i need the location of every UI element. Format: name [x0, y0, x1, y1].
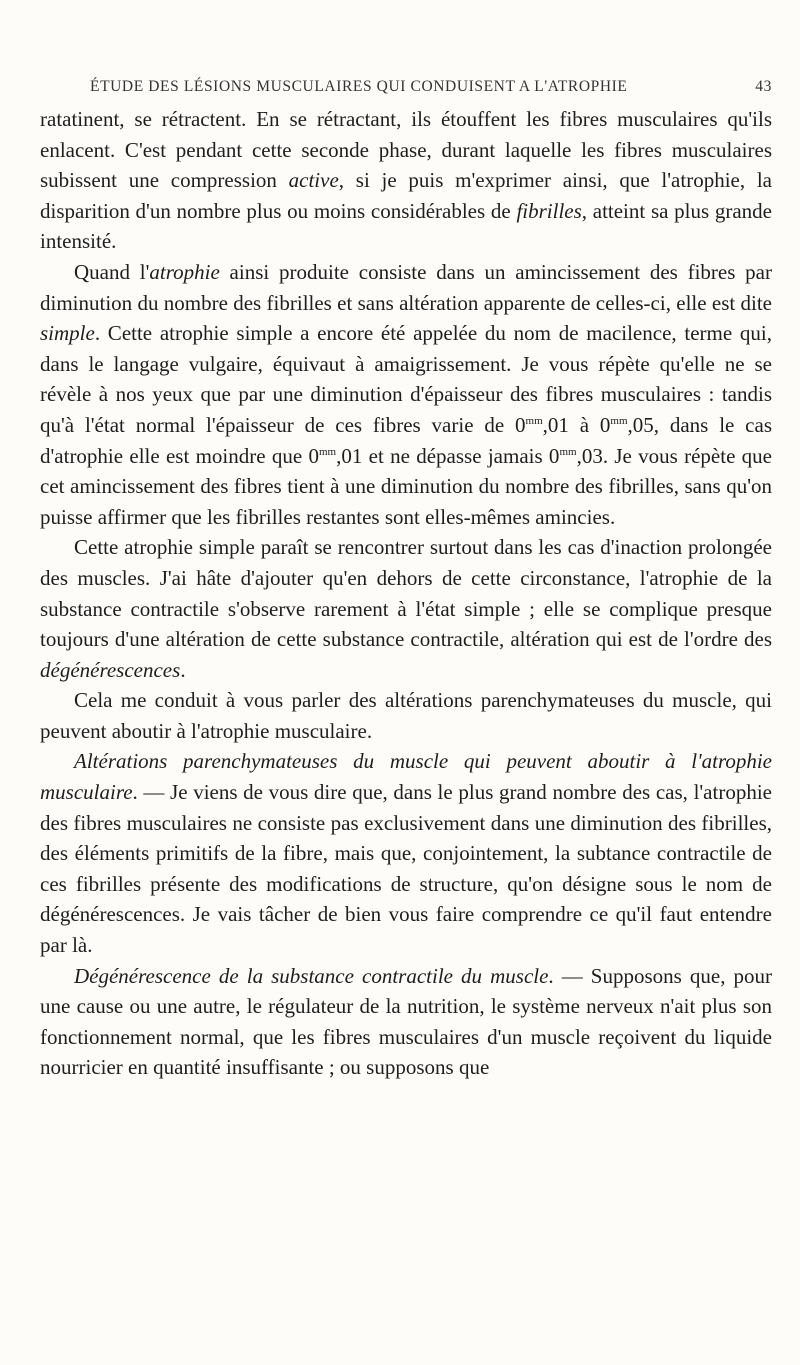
text-run: ,01 à 0	[542, 412, 611, 437]
text-run: . — Supposons que, pour une cause ou une autre, le régulateur de la nutrition, le système nerveux n'ait plus son fonctionnement normal, que les fibres musculaires d'un muscle reçoivent du liquide nourricier en quantité insuffisante ; ou supposons que	[40, 963, 772, 1080]
paragraph-1	[40, 104, 772, 257]
text-run: .	[180, 657, 186, 682]
text-run: ,01 et ne dépasse jamais 0	[336, 443, 560, 468]
italic-term: dégénérescences	[40, 657, 181, 682]
body-text	[40, 104, 772, 1083]
text-run: , si je puis m'exprimer ainsi, que l'atrophie, la disparition d'un nombre plus ou moins considérables de	[40, 168, 772, 223]
unit-superscript: mm	[610, 414, 628, 427]
text-run: ainsi produite consiste dans un amincissement des fibres par diminution du nombre des fibrilles et sans altération apparente de celles-ci, elle est dite	[40, 259, 772, 315]
running-header	[40, 78, 772, 100]
unit-superscript: mm	[559, 445, 577, 458]
unit-superscript: mm	[319, 445, 337, 458]
section-heading-italic: Altérations parenchymateuses du muscle qui peuvent aboutir à l'atrophie musculaire	[40, 749, 772, 805]
paragraph-6	[40, 961, 772, 1083]
text-run: . — Je viens de vous dire que, dans le plus grand nombre des cas, l'atrophie des fibres musculaires ne consiste pas exclusivement dans une diminution des fibrilles, des éléments primitifs de la fibre, mais que, conjointement, la subtance contractile de ces fibrilles présente des modifications de structure, qu'on désigne sous le nom de dégénérescences. Je vais tâcher de bien vous faire comprendre ce qu'il faut entendre par là.	[40, 780, 772, 958]
italic-term: simple	[40, 321, 95, 346]
paragraph-4	[40, 685, 772, 746]
unit-superscript: mm	[525, 414, 543, 427]
text-run: ratatinent, se rétractent. En se rétractant, ils étouffent les fibres musculaires qu'ils enlacent. C'est pendant cette seconde phase, durant laquelle les fibres musculaires subissent une compression	[40, 107, 772, 193]
text-run: ,03. Je vous répète que cet amincissement des fibres tient à une diminution du nombre des fibrilles, sans qu'on puisse affirmer que les fibrilles restantes sont elles-mêmes amincies.	[40, 443, 773, 529]
italic-term: active	[288, 168, 339, 193]
section-heading-italic: Dégénérescence de la substance contractile du muscle	[74, 963, 549, 988]
page-number: 43	[755, 78, 772, 95]
paragraph-3	[40, 532, 772, 685]
paragraph-5	[40, 746, 772, 960]
italic-term: fibrilles	[516, 198, 582, 223]
text-run: ,05, dans le cas d'atrophie elle est moindre que 0	[40, 412, 772, 468]
text-run: . Cette atrophie simple a encore été appelée du nom de macilence, terme qui, dans le langage vulgaire, équivaut à amaigrissement. Je vous répète qu'elle ne se révèle à nos yeux que par une diminution d'épaisseur des fibres musculaires : tandis qu'à l'état normal l'épaisseur de ces fibres varie de 0	[40, 321, 772, 437]
paragraph-2	[40, 257, 772, 532]
text-run: , atteint sa plus grande intensité.	[40, 198, 772, 254]
chapter-title: ÉTUDE DES LÉSIONS MUSCULAIRES QUI CONDUISENT A L'ATROPHIE	[90, 78, 628, 95]
text-run: Cette atrophie simple paraît se rencontrer surtout dans les cas d'inaction prolongée des muscles. J'ai hâte d'ajouter qu'en dehors de cette circonstance, l'atrophie de la substance contractile s'observe rarement à l'état simple ; elle se complique presque toujours d'une altération de cette substance contractile, altération qui est de l'ordre des	[40, 535, 772, 652]
text-run: Quand l'	[74, 259, 150, 284]
italic-term: atrophie	[149, 259, 220, 284]
text-run: Cela me conduit à vous parler des altérations parenchymateuses du muscle, qui peuvent aboutir à l'atrophie musculaire.	[40, 688, 772, 743]
